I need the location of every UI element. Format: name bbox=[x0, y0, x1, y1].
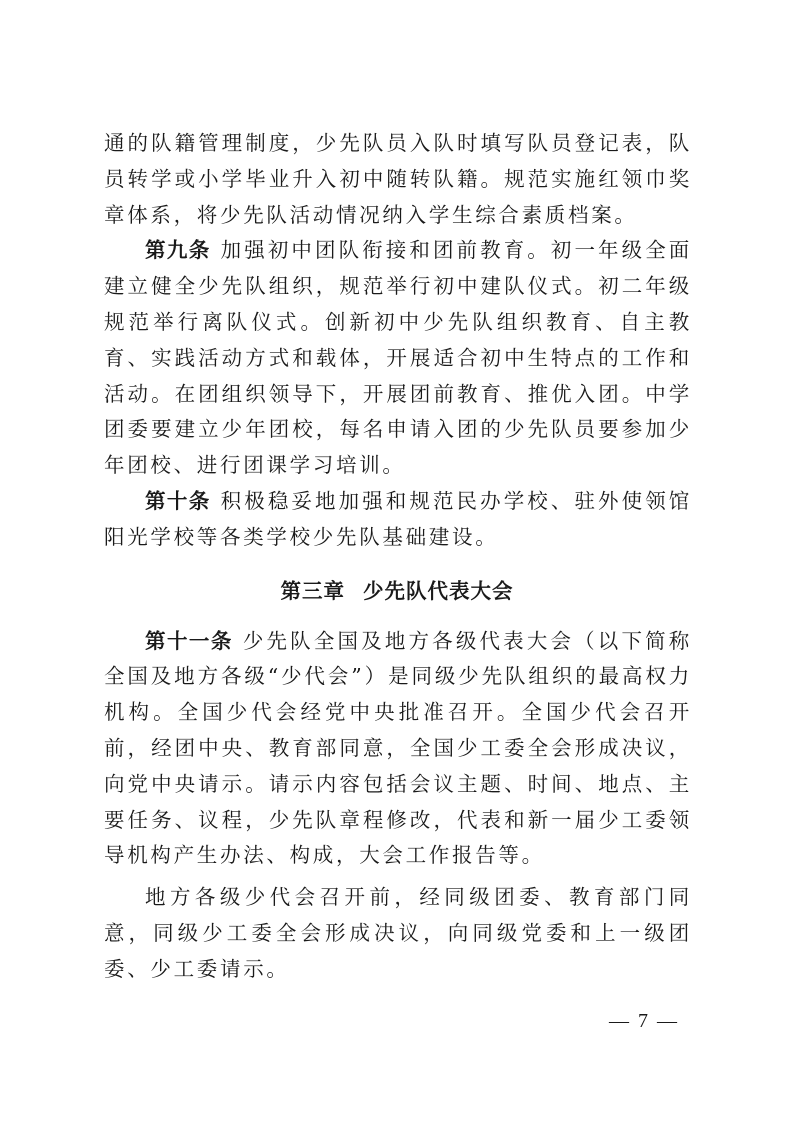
page-number: — 7 — bbox=[609, 1010, 679, 1032]
paragraph-continuation: 通的队籍管理制度，少先队员入队时填写队员登记表，队员转学或小学毕业升入初中随转队籍。规范实施红领巾奖章体系，将少先队活动情况纳入学生综合素质档案。 bbox=[104, 131, 692, 227]
article-10-title: 第十条 bbox=[145, 488, 211, 513]
article-9-text: 加强初中团队衔接和团前教育。初一年级全面建立健全少先队组织，规范举行初中建队仪式。初二年级规范举行离队仪式。创新初中少先队组织教育、自主教育、实践活动方式和载体，开展适合初中生特点的工作和活动。在团组织领导下，开展团前教育、推优入团。中学团委要建立少年团校，每名申请入团的少先队员要参加少年团校、进行团课学习培训。 bbox=[104, 238, 693, 478]
chapter-number: 第三章 bbox=[280, 578, 345, 603]
chapter-heading bbox=[104, 576, 692, 606]
article-9-title: 第九条 bbox=[145, 238, 211, 263]
article-10-text: 积极稳妥地加强和规范民办学校、驻外使领馆阳光学校等各类学校少先队基础建设。 bbox=[104, 488, 693, 549]
document-body bbox=[104, 126, 692, 988]
paragraph-local-congress: 地方各级少代会召开前，经同级团委、教育部门同意，同级少工委全会形成决议，向同级党委和上一级团委、少工委请示。 bbox=[104, 885, 692, 981]
article-9 bbox=[104, 233, 692, 484]
article-10 bbox=[104, 484, 692, 556]
article-11-text: 少先队全国及地方各级代表大会（以下简称全国及地方各级“少代会”）是同级少先队组织的最高权力机构。全国少代会经党中央批准召开。全国少代会召开前，经团中央、教育部同意，全国少工委全会形成决议，向党中央请示。请示内容包括会议主题、时间、地点、主要任务、议程，少先队章程修改，代表和新一届少工委领导机构产生办法、构成，大会工作报告等。 bbox=[104, 628, 692, 868]
article-11-title: 第十一条 bbox=[145, 628, 233, 653]
chapter-title: 少先队代表大会 bbox=[363, 578, 514, 603]
article-11 bbox=[104, 624, 692, 875]
